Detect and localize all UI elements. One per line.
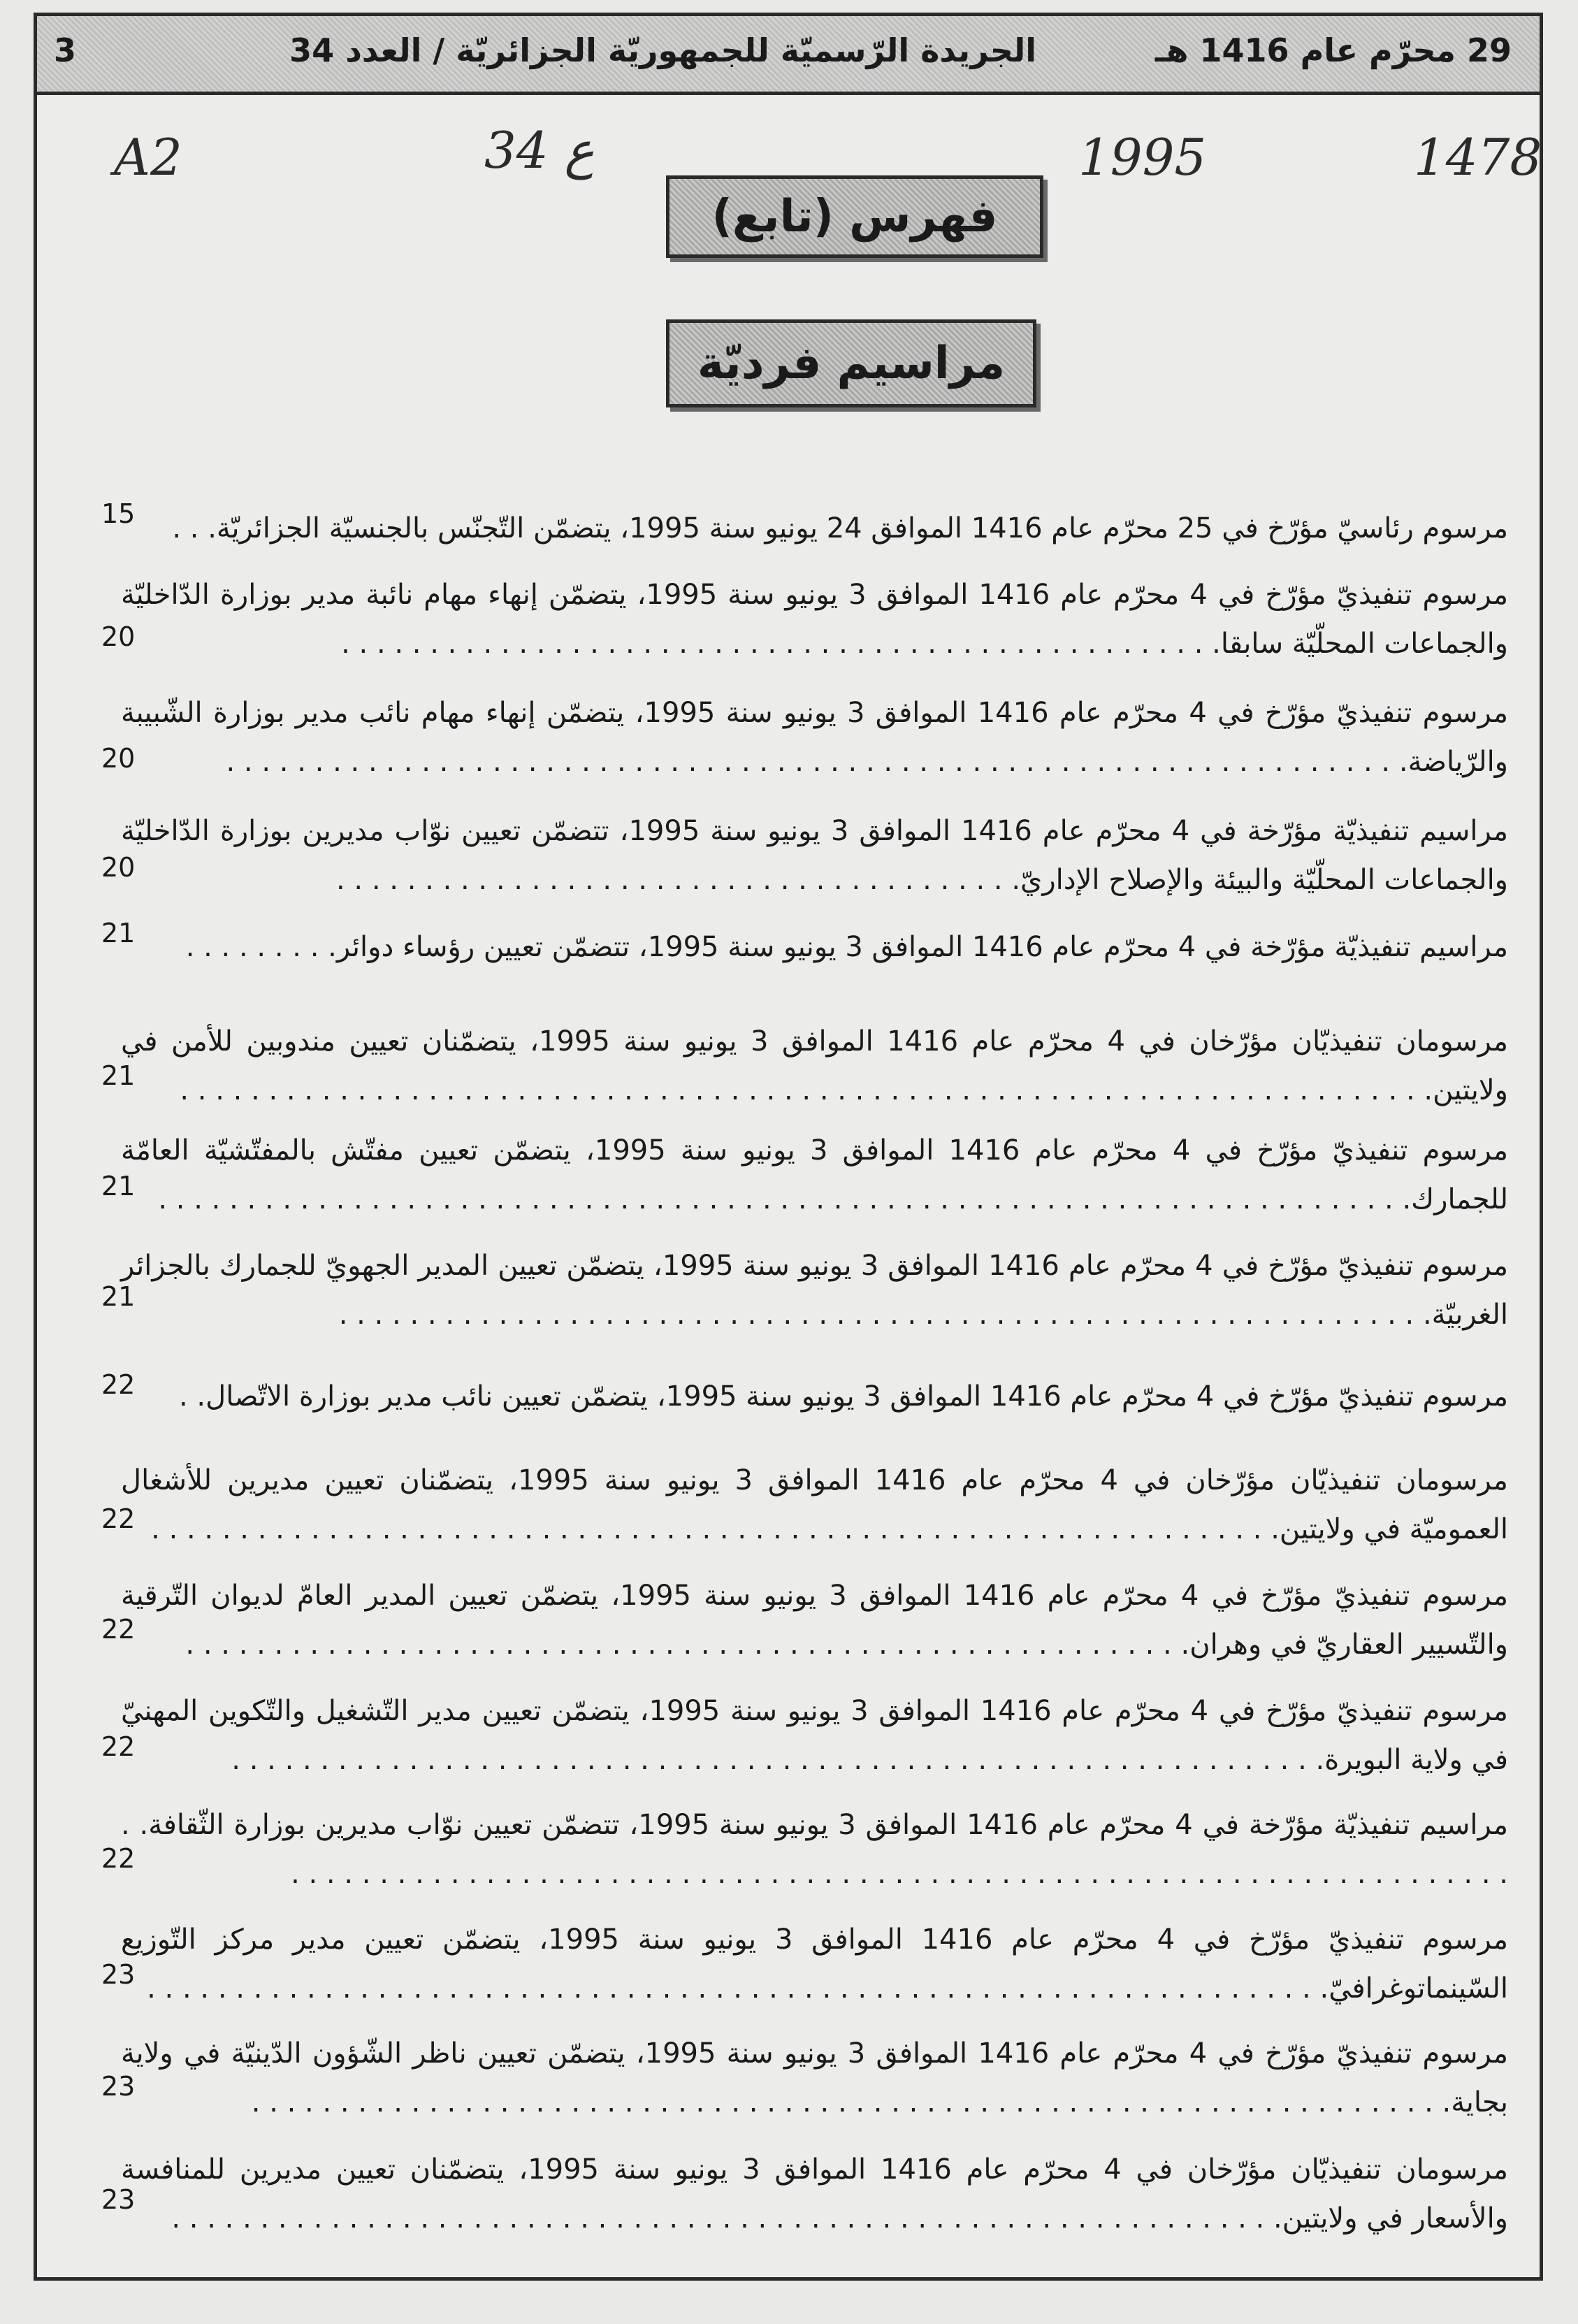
entry-title: مرسوم تنفيذيّ مؤرّخ في 4 محرّم عام 1416 الموافق 3 يونيو سنة 1995، يتضمّن تعيين المدير الجهويّ للجمارك بالجزائر الغربيّة. . . . . . . . . . . . . . . . . . . . . . . . . . . . . . . . . . . . . . . . . . . . . . . . . . . . . . . . . . . . . . (121, 1250, 1508, 1331)
list-item (121, 1687, 1508, 1784)
header-date: 29 محرّم عام 1416 هـ (1154, 31, 1512, 69)
entry-page: 22 (101, 1731, 136, 1762)
entry-page: 15 (101, 498, 136, 529)
entry-title: مرسوم رئاسيّ مؤرّخ في 25 محرّم عام 1416 الموافق 24 يونيو سنة 1995، يتضمّن التّجنّس بالجنسيّة الجزائريّة. . . (172, 512, 1508, 544)
list-item (121, 1456, 1508, 1554)
entry-page: 20 (101, 852, 136, 883)
entry-page: 22 (101, 1503, 136, 1534)
entry-page: 20 (101, 621, 136, 652)
list-item (121, 1800, 1508, 1898)
header-page-number: 3 (54, 31, 77, 69)
entry-title: مرسومان تنفيذيّان مؤرّخان في 4 محرّم عام 1416 الموافق 3 يونيو سنة 1995، يتضمّنان تعيين مديرين للأشغال العموميّة في ولايتين. . . . . . . . . . . . . . . . . . . . . . . . . . . . . . . . . . . . . . . . . . . . . . . . . . . . . . . . . . . . . . . . (121, 1464, 1508, 1545)
entry-title: مرسوم تنفيذيّ مؤرّخ في 4 محرّم عام 1416 الموافق 3 يونيو سنة 1995، يتضمّن تعيين نائب مدير بوزارة الاتّصال. . (178, 1380, 1508, 1413)
subsection-heading: مراسيم فرديّة (697, 338, 1006, 389)
list-item (121, 1571, 1508, 1669)
entry-title: مرسومان تنفيذيّان مؤرّخان في 4 محرّم عام 1416 الموافق 3 يونيو سنة 1995، يتضمّنان تعيين مندوبين للأمن في ولايتين. . . . . . . . . . . . . . . . . . . . . . . . . . . . . . . . . . . . . . . . . . . . . . . . . . . . . . . . . . . . . . . . . . . . . . . (121, 1025, 1508, 1106)
entry-page: 21 (101, 1060, 136, 1091)
section-heading: فهرس (تابع) (711, 191, 998, 243)
list-item (121, 688, 1508, 786)
list-item (121, 570, 1508, 668)
page-header (37, 16, 1540, 95)
list-item (121, 807, 1508, 904)
entry-title: مرسوم تنفيذيّ مؤرّخ في 4 محرّم عام 1416 الموافق 3 يونيو سنة 1995، يتضمّن إنهاء مهام نائبة مدير بوزارة الدّاخليّة والجماعات المحلّيّة سابقا. . . . . . . . . . . . . . . . . . . . . . . . . . . . . . . . . . . . . . . . . . . . . . . . . . (121, 579, 1508, 660)
entry-title: مرسوم تنفيذيّ مؤرّخ في 4 محرّم عام 1416 الموافق 3 يونيو سنة 1995، يتضمّن تعيين المدير العامّ لديوان التّرقية والتّسيير العقاريّ في وهران. . . . . . . . . . . . . . . . . . . . . . . . . . . . . . . . . . . . . . . . . . . . . . . . . . . . . . . . . (121, 1580, 1509, 1661)
entry-page: 21 (101, 1281, 136, 1312)
list-item (121, 1241, 1508, 1339)
list-item (121, 2145, 1508, 2243)
entry-title: مرسوم تنفيذيّ مؤرّخ في 4 محرّم عام 1416 الموافق 3 يونيو سنة 1995، يتضمّن تعيين ناظر الشّؤون الدّينيّة في ولاية بجاية. . . . . . . . . . . . . . . . . . . . . . . . . . . . . . . . . . . . . . . . . . . . . . . . . . . . . . . . . . . . . . . . . . . . (121, 2037, 1508, 2119)
section-heading-box (666, 175, 1043, 258)
subsection-heading-box (666, 319, 1036, 407)
list-item (121, 504, 1508, 553)
entry-page: 21 (101, 918, 136, 948)
handwritten-code: 1478 (1414, 128, 1542, 187)
handwritten-issue: 34 ع (484, 121, 595, 180)
list-item (121, 1915, 1508, 2013)
list-item (121, 1126, 1508, 1224)
entry-title: مرسوم تنفيذيّ مؤرّخ في 4 محرّم عام 1416 الموافق 3 يونيو سنة 1995، يتضمّن تعيين مفتّش بالمفتّشيّة العامّة للجمارك. . . . . . . . . . . . . . . . . . . . . . . . . . . . . . . . . . . . . . . . . . . . . . . . . . . . . . . . . . . . . . . . . . . . . . . (121, 1134, 1509, 1215)
entry-page: 21 (101, 1171, 136, 1201)
list-item (121, 1372, 1508, 1421)
list-item (121, 2029, 1508, 2127)
entry-page: 22 (101, 1843, 136, 1874)
entry-title: مراسيم تنفيذيّة مؤرّخة في 4 محرّم عام 1416 الموافق 3 يونيو سنة 1995، تتضمّن تعيين نوّاب مديرين بوزارة الثّقافة. . . . . . . . . . . . . . . . . . . . . . . . . . . . . . . . . . . . . . . . . . . . . . . . . . . . . . . . . . . . . . . . . . . . . . . (121, 1809, 1509, 1890)
handwritten-ref: A2 (114, 128, 182, 187)
gazette-page (34, 13, 1543, 2281)
entry-title: مرسوم تنفيذيّ مؤرّخ في 4 محرّم عام 1416 الموافق 3 يونيو سنة 1995، يتضمّن تعيين مدير التّشغيل والتّكوين المهنيّ في ولاية البويرة. . . . . . . . . . . . . . . . . . . . . . . . . . . . . . . . . . . . . . . . . . . . . . . . . . . . . . . . . . . . . . (121, 1695, 1508, 1776)
header-title: الجريدة الرّسميّة للجمهوريّة الجزائريّة / العدد 34 (289, 31, 1036, 69)
entry-page: 20 (101, 743, 136, 774)
list-item (121, 1017, 1508, 1115)
handwritten-year: 1995 (1078, 128, 1207, 187)
entry-page: 23 (101, 2071, 136, 2102)
entry-title: مرسومان تنفيذيّان مؤرّخان في 4 محرّم عام 1416 الموافق 3 يونيو سنة 1995، يتضمّنان تعيين مديرين للمنافسة والأسعار في ولايتين. . . . . . . . . . . . . . . . . . . . . . . . . . . . . . . . . . . . . . . . . . . . . . . . . . . . . . . . . . . . . . . (121, 2153, 1509, 2235)
entry-page: 23 (101, 2184, 136, 2215)
entry-title: مرسوم تنفيذيّ مؤرّخ في 4 محرّم عام 1416 الموافق 3 يونيو سنة 1995، يتضمّن تعيين مدير مركز التّوزيع السّينماتوغرافيّ. . . . . . . . . . . . . . . . . . . . . . . . . . . . . . . . . . . . . . . . . . . . . . . . . . . . . . . . . . . . . . . . . . . (121, 1924, 1508, 2005)
entry-title: مرسوم تنفيذيّ مؤرّخ في 4 محرّم عام 1416 الموافق 3 يونيو سنة 1995، يتضمّن إنهاء مهام نائب مدير بوزارة الشّبيبة والرّياضة. . . . . . . . . . . . . . . . . . . . . . . . . . . . . . . . . . . . . . . . . . . . . . . . . . . . . . . . . . . . . . . . . . . (121, 697, 1509, 778)
entry-page: 23 (101, 1959, 136, 1990)
entry-page: 22 (101, 1369, 136, 1400)
entry-page: 22 (101, 1614, 136, 1645)
list-item (121, 923, 1508, 972)
entry-title: مراسيم تنفيذيّة مؤرّخة في 4 محرّم عام 1416 الموافق 3 يونيو سنة 1995، تتضمّن تعيين نوّاب مديرين بوزارة الدّاخليّة والجماعات المحلّيّة والبيئة والإصلاح الإداريّ. . . . . . . . . . . . . . . . . . . . . . . . . . . . . . . . . . . . . . . (121, 815, 1509, 896)
entry-title: مراسيم تنفيذيّة مؤرّخة في 4 محرّم عام 1416 الموافق 3 يونيو سنة 1995، تتضمّن تعيين رؤساء دوائر. . . . . . . . . (185, 931, 1508, 963)
